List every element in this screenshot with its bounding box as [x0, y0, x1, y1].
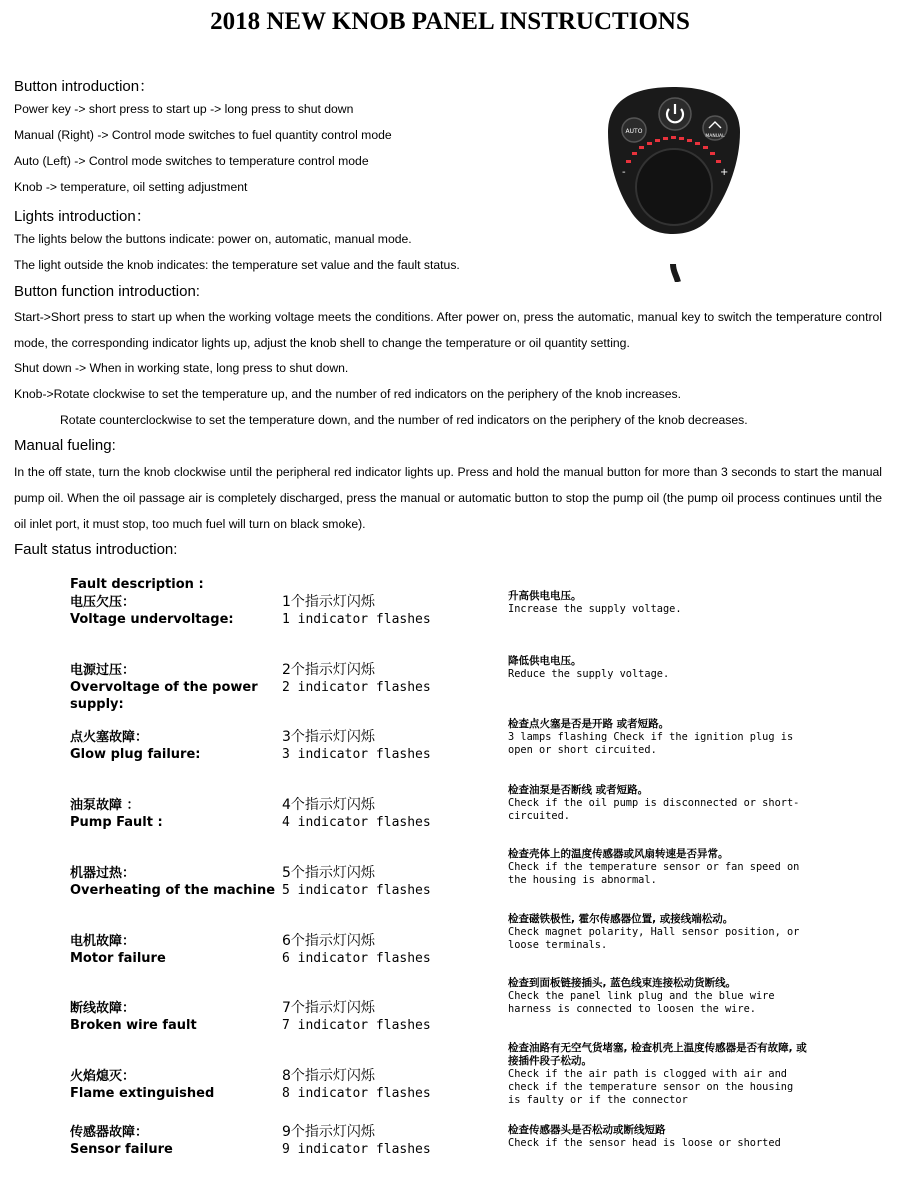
fault-name-cn: 电机故障：	[70, 934, 136, 949]
fault-name-en: Sensor failure	[70, 1142, 173, 1157]
button-intro-line: Power key -> short press to start up -> long press to shut down	[14, 102, 354, 116]
fault-flash-cn: 8个指示灯闪烁	[282, 1068, 375, 1084]
fault-remedy	[508, 590, 808, 616]
fault-remedy	[508, 784, 808, 823]
fault-remedy-en: Increase the supply voltage.	[508, 603, 682, 615]
manual-fueling-heading: Manual fueling:	[14, 437, 116, 454]
fault-flash-cn: 3个指示灯闪烁	[282, 729, 375, 745]
fault-remedy-en: Check if the oil pump is disconnected or short-circuited.	[508, 797, 800, 822]
fault-name-en: Overheating of the machine	[70, 883, 276, 898]
fault-flash	[282, 1124, 502, 1158]
fault-intro-heading: Fault status introduction:	[14, 541, 178, 558]
fault-remedy-en: Check if the sensor head is loose or shorted	[508, 1137, 781, 1149]
fault-remedy-en: Check if the temperature sensor or fan speed on the housing is abnormal.	[508, 861, 800, 886]
fault-flash-cn: 6个指示灯闪烁	[282, 933, 375, 949]
fault-remedy-en: Reduce the supply voltage.	[508, 668, 670, 680]
fault-name-cn: 点火塞故障：	[70, 730, 149, 745]
fault-flash-en: 9 indicator flashes	[282, 1142, 431, 1157]
fault-name	[70, 933, 280, 967]
fault-remedy	[508, 718, 808, 757]
lights-intro-line: The light outside the knob indicates: the temperature set value and the fault status.	[14, 258, 460, 272]
manual-label: MANUAL	[705, 134, 725, 139]
fault-name-cn: 电源过压：	[70, 663, 136, 678]
fault-name-cn: 机器过热：	[70, 866, 136, 881]
fault-remedy-cn: 检查油泵是否断线 或者短路。	[508, 784, 649, 796]
fault-flash-en: 6 indicator flashes	[282, 951, 431, 966]
fault-remedy-cn: 升高供电电压。	[508, 590, 582, 602]
fault-flash-en: 7 indicator flashes	[282, 1018, 431, 1033]
fault-remedy	[508, 848, 808, 887]
fault-name	[70, 662, 280, 713]
fault-remedy-en: Check magnet polarity, Hall sensor position, or loose terminals.	[508, 926, 800, 951]
fault-remedy-cn: 检查点火塞是否是开路 或者短路。	[508, 718, 670, 730]
fault-name-en: Overvoltage of the power supply:	[70, 680, 258, 712]
function-knob-ccw-text: Rotate counterclockwise to set the temperature down, and the number of red indicators on the periphery of the knob decreases.	[60, 413, 748, 427]
fault-name	[70, 594, 280, 628]
button-intro-line: Auto (Left) -> Control mode switches to temperature control mode	[14, 154, 369, 168]
fault-flash-cn: 2个指示灯闪烁	[282, 662, 375, 678]
function-shutdown-text: Shut down -> When in working state, long press to shut down.	[14, 361, 349, 375]
lights-intro-heading: Lights introduction：	[14, 208, 151, 225]
fault-name-en: Motor failure	[70, 951, 166, 966]
fault-flash	[282, 933, 502, 967]
fault-name-cn: 断线故障：	[70, 1001, 136, 1016]
fault-table-heading: Fault description :	[70, 577, 204, 592]
fault-flash-en: 4 indicator flashes	[282, 815, 431, 830]
fault-name-en: Pump Fault :	[70, 815, 163, 830]
fault-name	[70, 797, 280, 831]
fault-name-cn: 火焰熄灭：	[70, 1069, 136, 1084]
fault-name	[70, 1000, 280, 1034]
fault-remedy-en: 3 lamps flashing Check if the ignition plug is open or short circuited.	[508, 731, 794, 756]
function-start-text: Start->Short press to start up when the working voltage meets the conditions. After power on, press the automatic, manual key to switch the temperature control mode, the corresponding indicator lights up, adjust the knob shell to change the temperature or oil quantity setting.	[14, 310, 882, 350]
fault-remedy-cn: 检查油路有无空气货堵塞, 检查机壳上温度传感器是否有故障, 或接插件段子松动。	[508, 1042, 807, 1067]
fault-flash-en: 2 indicator flashes	[282, 680, 431, 695]
fault-flash-cn: 9个指示灯闪烁	[282, 1124, 375, 1140]
page-title: 2018 NEW KNOB PANEL INSTRUCTIONS	[210, 8, 690, 35]
fault-remedy	[508, 913, 808, 952]
button-intro-line: Knob -> temperature, oil setting adjustment	[14, 180, 248, 194]
fault-flash	[282, 594, 502, 628]
fault-flash-en: 1 indicator flashes	[282, 612, 431, 627]
button-intro-line: Manual (Right) -> Control mode switches to fuel quantity control mode	[14, 128, 392, 142]
button-intro-heading: Button introduction：	[14, 78, 155, 95]
fault-remedy-cn: 检查壳体上的温度传感器或风扇转速是否异常。	[508, 848, 729, 860]
knob-panel-image	[598, 82, 748, 282]
fault-flash-cn: 5个指示灯闪烁	[282, 865, 375, 881]
fault-flash-en: 8 indicator flashes	[282, 1086, 431, 1101]
fault-flash	[282, 662, 502, 696]
fault-flash-en: 5 indicator flashes	[282, 883, 431, 898]
knob[interactable]	[636, 149, 712, 225]
fault-flash	[282, 797, 502, 831]
fault-remedy-en: Check if the air path is clogged with air and check if the temperature sensor on the housing is faulty or if the connector	[508, 1068, 794, 1106]
lights-intro-line: The lights below the buttons indicate: power on, automatic, manual mode.	[14, 232, 412, 246]
fault-flash-cn: 4个指示灯闪烁	[282, 797, 375, 813]
fault-remedy	[508, 977, 808, 1016]
fault-remedy-cn: 检查传感器头是否松动或断线短路	[508, 1124, 666, 1136]
fault-remedy	[508, 1124, 808, 1150]
plus-label: +	[720, 167, 729, 178]
fault-name	[70, 865, 280, 899]
fault-name-en: Flame extinguished	[70, 1086, 215, 1101]
function-knob-cw-text: Knob->Rotate clockwise to set the temperature up, and the number of red indicators on the periphery of the knob increases.	[14, 387, 681, 401]
fault-flash-cn: 7个指示灯闪烁	[282, 1000, 375, 1016]
fault-name-cn: 油泵故障 ：	[70, 798, 140, 813]
fault-name-en: Voltage undervoltage:	[70, 612, 234, 627]
fault-remedy	[508, 1042, 808, 1107]
manual-fueling-text: In the off state, turn the knob clockwise until the peripheral red indicator lights up. Press and hold the manual button for more than 3 seconds to start the manual pump oil. When the oil passage air is completely discharged, press the manual or automatic button to stop the pump oil (the pump oil process continues until the oil inlet port, it must stop, too much fuel will turn on black smoke).	[14, 465, 882, 531]
function-intro-heading: Button function introduction:	[14, 283, 200, 300]
fault-name-en: Broken wire fault	[70, 1018, 197, 1033]
fault-name	[70, 1124, 280, 1158]
fault-name-cn: 电压欠压：	[70, 595, 136, 610]
fault-remedy-cn: 检查磁铁极性, 霍尔传感器位置, 或接线端松动。	[508, 913, 734, 925]
fault-flash	[282, 1068, 502, 1102]
fault-flash	[282, 865, 502, 899]
fault-name	[70, 729, 280, 763]
fault-remedy-cn: 降低供电电压。	[508, 655, 582, 667]
fault-name	[70, 1068, 280, 1102]
fault-name-en: Glow plug failure:	[70, 747, 201, 762]
fault-name-cn: 传感器故障：	[70, 1125, 149, 1140]
fault-flash-cn: 1个指示灯闪烁	[282, 594, 375, 610]
auto-label: AUTO	[625, 128, 643, 135]
fault-flash	[282, 729, 502, 763]
fault-flash	[282, 1000, 502, 1034]
minus-label: -	[622, 167, 626, 178]
fault-remedy-en: Check the panel link plug and the blue wire harness is connected to loosen the wire.	[508, 990, 775, 1015]
fault-remedy	[508, 655, 808, 681]
fault-flash-en: 3 indicator flashes	[282, 747, 431, 762]
fault-remedy-cn: 检查到面板链接插头, 蓝色线束连接松动货断线。	[508, 977, 737, 989]
